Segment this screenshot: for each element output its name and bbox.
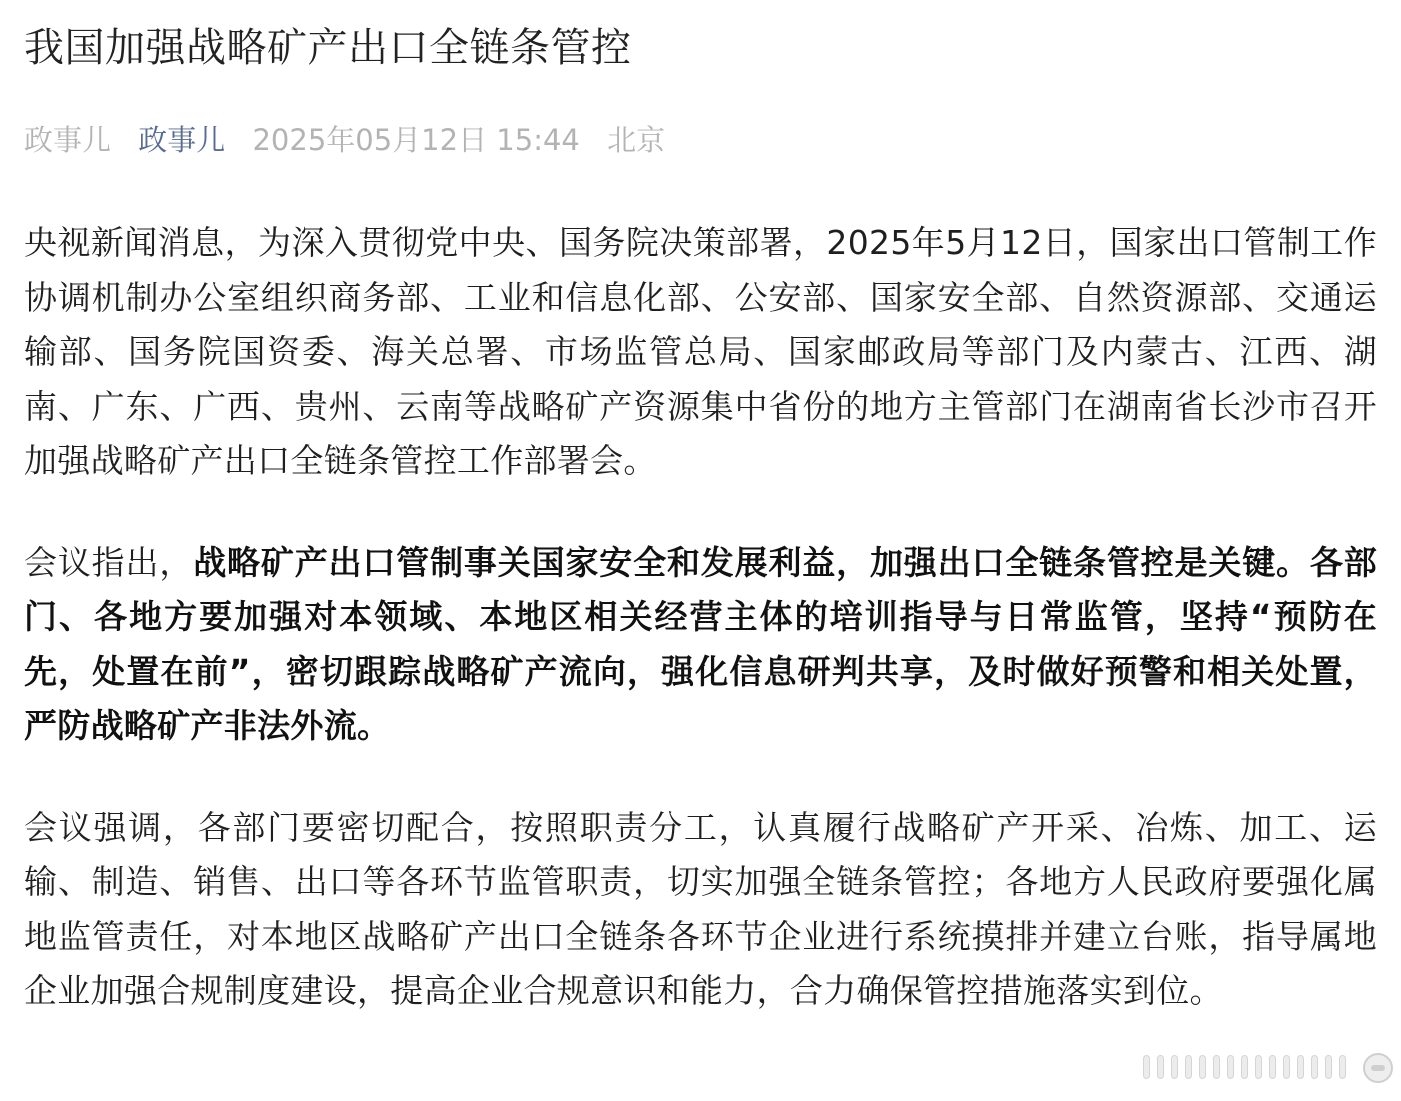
article-title: 我国加强战略矿产出口全链条管控 bbox=[24, 25, 632, 71]
article-body bbox=[24, 216, 1377, 1019]
publish-location: 北京 bbox=[607, 123, 666, 157]
article bbox=[24, 0, 1377, 1066]
paragraph-3: 会议强调，各部门要密切配合，按照职责分工，认真履行战略矿产开采、冶炼、加工、运输、制造、销售、出口等各环节监管职责，切实加强全链条管控；各地方人民政府要强化属地监管责任，对本地区战略矿产出口全链条各环节企业进行系统摸排并建立台账，指导属地企业加强合规制度建设，提高企业合规意识和能力，合力确保管控措施落实到位。 bbox=[24, 807, 1377, 1010]
account-link[interactable]: 政事儿 bbox=[138, 123, 226, 157]
paragraph-2 bbox=[24, 536, 1377, 754]
signal-bars-logo-icon bbox=[1143, 1053, 1393, 1083]
article-meta bbox=[24, 122, 1377, 158]
paragraph-1: 央视新闻消息，为深入贯彻党中央、国务院决策部署，2025年5月12日，国家出口管制工作协调机制办公室组织商务部、工业和信息化部、公安部、国家安全部、自然资源部、交通运输部、国务院国资委、海关总署、市场监管总局、国家邮政局等部门及内蒙古、江西、湖南、广东、广西、贵州、云南等战略矿产资源集中省份的地方主管部门在湖南省长沙市召开加强战略矿产出口全链条管控工作部署会。 bbox=[24, 223, 1377, 480]
publish-datetime: 2025年05月12日 15:44 bbox=[252, 123, 580, 157]
paragraph-2-bold: 战略矿产出口管制事关国家安全和发展利益，加强出口全链条管控是关键。各部门、各地方要加强对本领域、本地区相关经营主体的培训指导与日常监管，坚持“预防在先，处置在前”，密切跟踪战略矿产流向，强化信息研判共享，及时做好预警和相关处置，严防战略矿产非法外流。 bbox=[24, 542, 1378, 745]
paragraph-2-prefix: 会议指出， bbox=[24, 542, 194, 582]
source-name: 政事儿 bbox=[24, 123, 112, 157]
